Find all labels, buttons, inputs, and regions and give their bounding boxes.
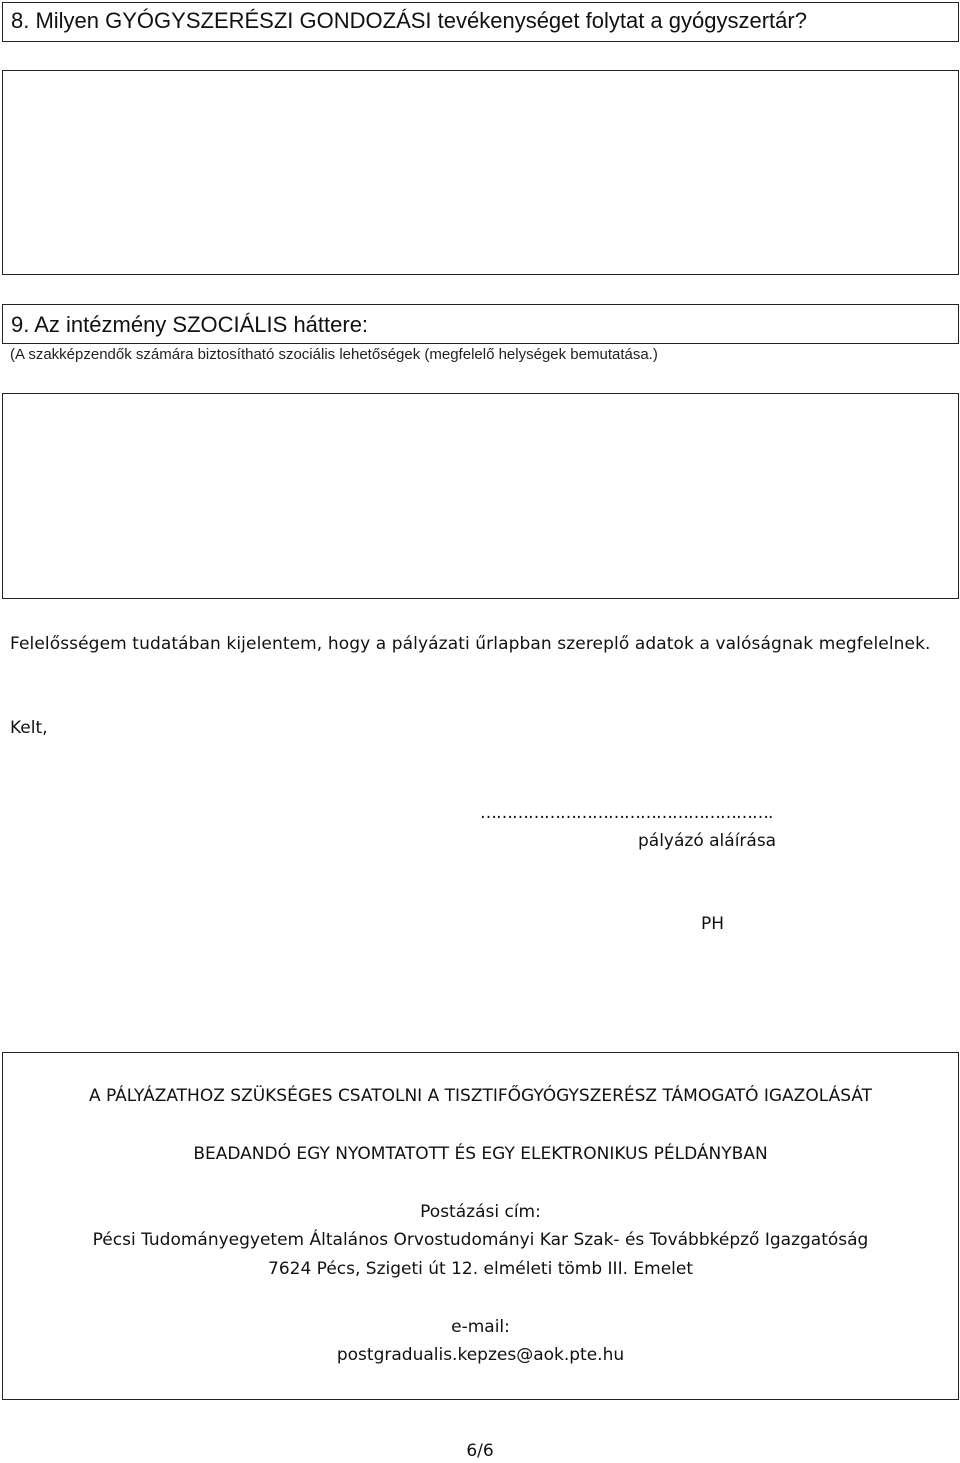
- notice-copies-line: BEADANDÓ EGY NYOMTATOTT ÉS EGY ELEKTRONIKUS PÉLDÁNYBAN: [193, 1144, 768, 1164]
- email-address[interactable]: postgradualis.kepzes@aok.pte.hu: [336, 1345, 625, 1365]
- question-9-header: [2, 304, 959, 344]
- postal-address-line-2: 7624 Pécs, Szigeti út 12. elméleti tömb III. Emelet: [268, 1259, 693, 1279]
- question-8-header: [2, 2, 959, 42]
- notice-attachment-line: A PÁLYÁZATHOZ SZÜKSÉGES CSATOLNI A TISZTIFŐGYÓGYSZERÉSZ TÁMOGATÓ IGAZOLÁSÁT: [88, 1086, 872, 1106]
- question-8-label: 8. Milyen GYÓGYSZERÉSZI GONDOZÁSI tevékenységet folytat a gyógyszertár?: [11, 8, 807, 33]
- signature-line: ……………………………………………….: [480, 803, 773, 823]
- stamp-placeholder: PH: [701, 914, 725, 934]
- page-number: 6/6: [466, 1441, 494, 1461]
- question-8-answer-box[interactable]: [2, 70, 959, 275]
- submission-notice-box: [2, 1052, 959, 1400]
- email-label: e-mail:: [451, 1317, 510, 1337]
- question-9-subtitle: (A szakképzendők számára biztosítható szociális lehetőségek (megfelelő helységek bemutatása.): [10, 346, 658, 363]
- declaration-text: Felelősségem tudatában kijelentem, hogy a pályázati űrlapban szereplő adatok a valóságnak megfelelnek.: [10, 634, 931, 654]
- question-9-answer-box[interactable]: [2, 393, 959, 599]
- signature-label: pályázó aláírása: [638, 831, 777, 851]
- postal-address-line-1: Pécsi Tudományegyetem Általános Orvostudományi Kar Szak- és Továbbképző Igazgatóság: [92, 1230, 869, 1250]
- postal-address-label: Postázási cím:: [420, 1202, 541, 1222]
- date-place-label: Kelt,: [10, 718, 48, 738]
- question-9-label: 9. Az intézmény SZOCIÁLIS háttere:: [11, 312, 369, 337]
